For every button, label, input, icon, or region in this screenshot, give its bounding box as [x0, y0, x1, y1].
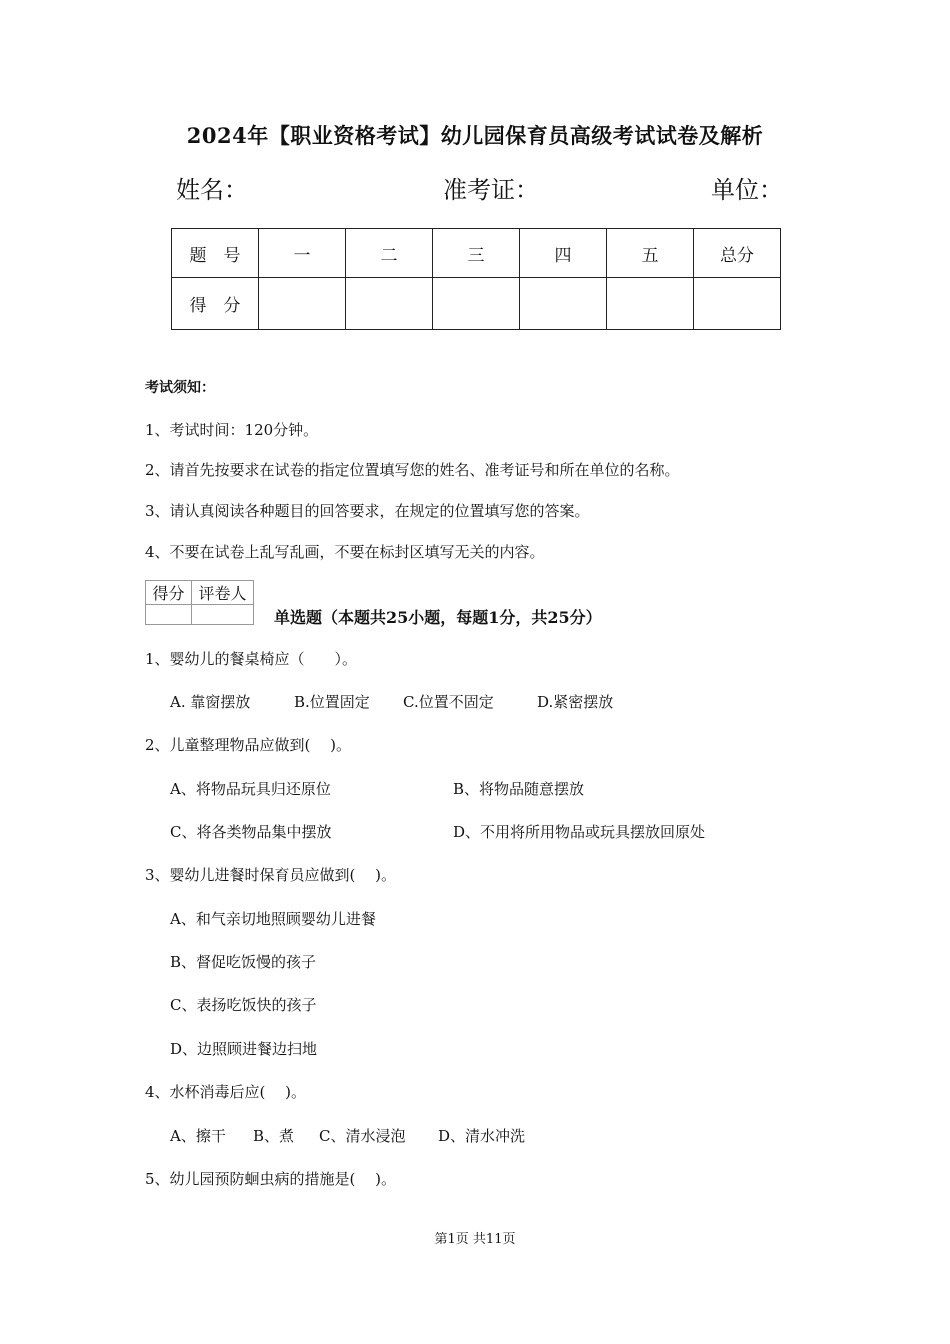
score-table-header-cell: 二 [346, 229, 433, 278]
score-cell[interactable] [607, 278, 694, 330]
score-table-header-cell: 题 号 [172, 229, 259, 278]
answer-option[interactable]: C、清水浸泡 [319, 1127, 406, 1145]
notice-item: 3、请认真阅读各种题目的回答要求，在规定的位置填写您的答案。 [145, 502, 590, 520]
answer-option[interactable]: B、督促吃饭慢的孩子 [170, 953, 317, 971]
score-cell[interactable] [520, 278, 607, 330]
answer-option[interactable]: A、擦干 [170, 1127, 226, 1145]
page-footer: 第1页 共11页 [434, 1232, 516, 1247]
score-table-header-cell: 一 [259, 229, 346, 278]
answer-option[interactable]: C、将各类物品集中摆放 [170, 823, 332, 841]
notice-item: 4、不要在试卷上乱写乱画，不要在标封区填写无关的内容。 [145, 543, 545, 561]
score-cell[interactable] [346, 278, 433, 330]
notice-item: 2、请首先按要求在试卷的指定位置填写您的姓名、准考证号和所在单位的名称。 [145, 461, 680, 479]
answer-option[interactable]: B.位置固定 [294, 693, 370, 711]
grader-score-label: 得分 [146, 581, 192, 605]
notice-title: 考试须知： [145, 380, 215, 396]
score-table-header-cell: 四 [520, 229, 607, 278]
answer-option[interactable]: D.紧密摆放 [537, 693, 614, 711]
answer-option[interactable]: A、和气亲切地照顾婴幼儿进餐 [170, 910, 376, 928]
name-field-label: 姓名： [176, 176, 248, 204]
answer-option[interactable]: A. 靠窗摆放 [170, 693, 251, 711]
score-table-header-cell: 总分 [694, 229, 781, 278]
question-stem: 1、婴幼儿的餐桌椅应（ ）。 [145, 650, 358, 668]
grader-score-cell[interactable] [146, 605, 192, 625]
unit-field-label: 单位： [711, 176, 783, 204]
score-table-score-row [172, 278, 781, 330]
score-table-header-cell: 五 [607, 229, 694, 278]
score-table-row-label: 得 分 [172, 278, 259, 330]
question-stem: 2、儿童整理物品应做到( )。 [145, 736, 352, 754]
score-cell[interactable] [259, 278, 346, 330]
section-title: 单选题（本题共25小题，每题1分，共25分） [274, 608, 602, 627]
answer-option[interactable]: A、将物品玩具归还原位 [170, 780, 331, 798]
notice-item: 1、考试时间：120分钟。 [145, 421, 319, 439]
question-stem: 3、婴幼儿进餐时保育员应做到( )。 [145, 866, 397, 884]
answer-option[interactable]: C.位置不固定 [403, 693, 494, 711]
score-table-header-row [172, 229, 781, 278]
question-stem: 4、水杯消毒后应( )。 [145, 1083, 307, 1101]
exam-id-field-label: 准考证： [443, 176, 539, 204]
score-cell[interactable] [433, 278, 520, 330]
question-stem: 5、幼儿园预防蛔虫病的措施是( )。 [145, 1170, 397, 1188]
grader-table [145, 580, 254, 625]
page-title: 2024年【职业资格考试】幼儿园保育员高级考试试卷及解析 [186, 123, 764, 148]
score-table-header-cell: 三 [433, 229, 520, 278]
answer-option[interactable]: D、边照顾进餐边扫地 [170, 1040, 318, 1058]
answer-option[interactable]: C、表扬吃饭快的孩子 [170, 996, 317, 1014]
grader-name-label: 评卷人 [192, 581, 254, 605]
score-cell[interactable] [694, 278, 781, 330]
answer-option[interactable]: B、煮 [253, 1127, 295, 1145]
grader-name-cell[interactable] [192, 605, 254, 625]
answer-option[interactable]: B、将物品随意摆放 [453, 780, 585, 798]
answer-option[interactable]: D、不用将所用物品或玩具摆放回原处 [453, 823, 706, 841]
score-table [171, 228, 781, 330]
answer-option[interactable]: D、清水冲洗 [438, 1127, 526, 1145]
